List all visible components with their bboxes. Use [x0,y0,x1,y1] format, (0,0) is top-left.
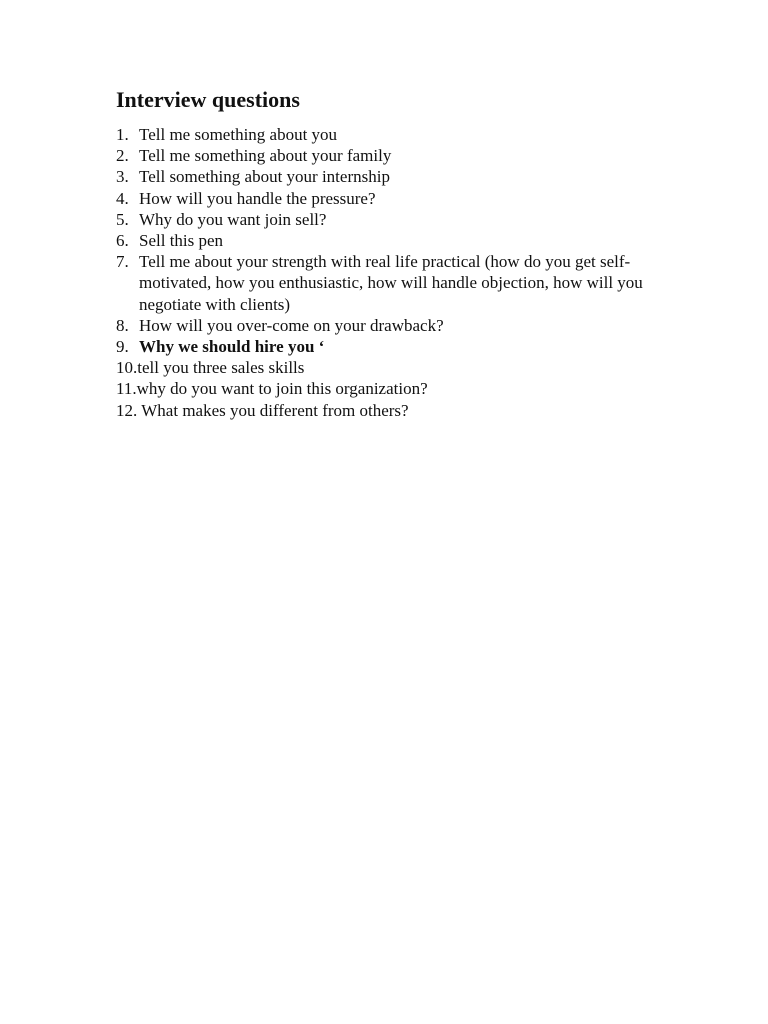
list-item [116,188,696,209]
question-number: 3. [116,167,129,187]
question-number: 8. [116,315,129,335]
question-number: 6. [116,231,129,251]
list-item [116,378,696,399]
page-title: Interview questions [116,87,300,112]
question-number: 9. [116,337,129,357]
question-number: 10. [116,358,138,378]
list-item [116,251,696,315]
list-item [116,315,696,336]
list-item [116,166,696,187]
question-text: Tell me something about your family [139,146,392,166]
list-item [116,124,696,145]
question-number: 12. [116,400,138,420]
list-item [116,230,696,251]
list-item [116,145,696,166]
question-list [116,124,696,421]
question-text: tell you three sales skills [137,358,305,378]
list-item [116,357,696,378]
question-text: Tell me about your strength with real life practical (how do you get self-motivated, how you enthusiastic, how will handle objection, how will you negotiate with clients) [139,252,643,314]
question-number: 2. [116,146,129,166]
list-item [116,209,696,230]
question-number: 7. [116,252,129,272]
list-item [116,400,696,421]
question-text: Why do you want join sell? [139,209,327,229]
question-number: 4. [116,188,129,208]
list-item [116,336,696,357]
question-text: Tell me something about you [139,125,338,144]
question-text: How will you handle the pressure? [139,188,376,208]
question-text: Sell this pen [139,231,224,251]
question-text: What makes you different from others? [141,400,409,420]
question-number: 11. [116,379,137,399]
question-text: How will you over-come on your drawback? [139,315,444,335]
question-text: Tell something about your internship [139,167,390,187]
question-number: 1. [116,125,129,144]
question-text: why do you want to join this organization? [136,379,428,399]
question-text: Why we should hire you ‘ [139,337,325,357]
question-number: 5. [116,209,129,229]
